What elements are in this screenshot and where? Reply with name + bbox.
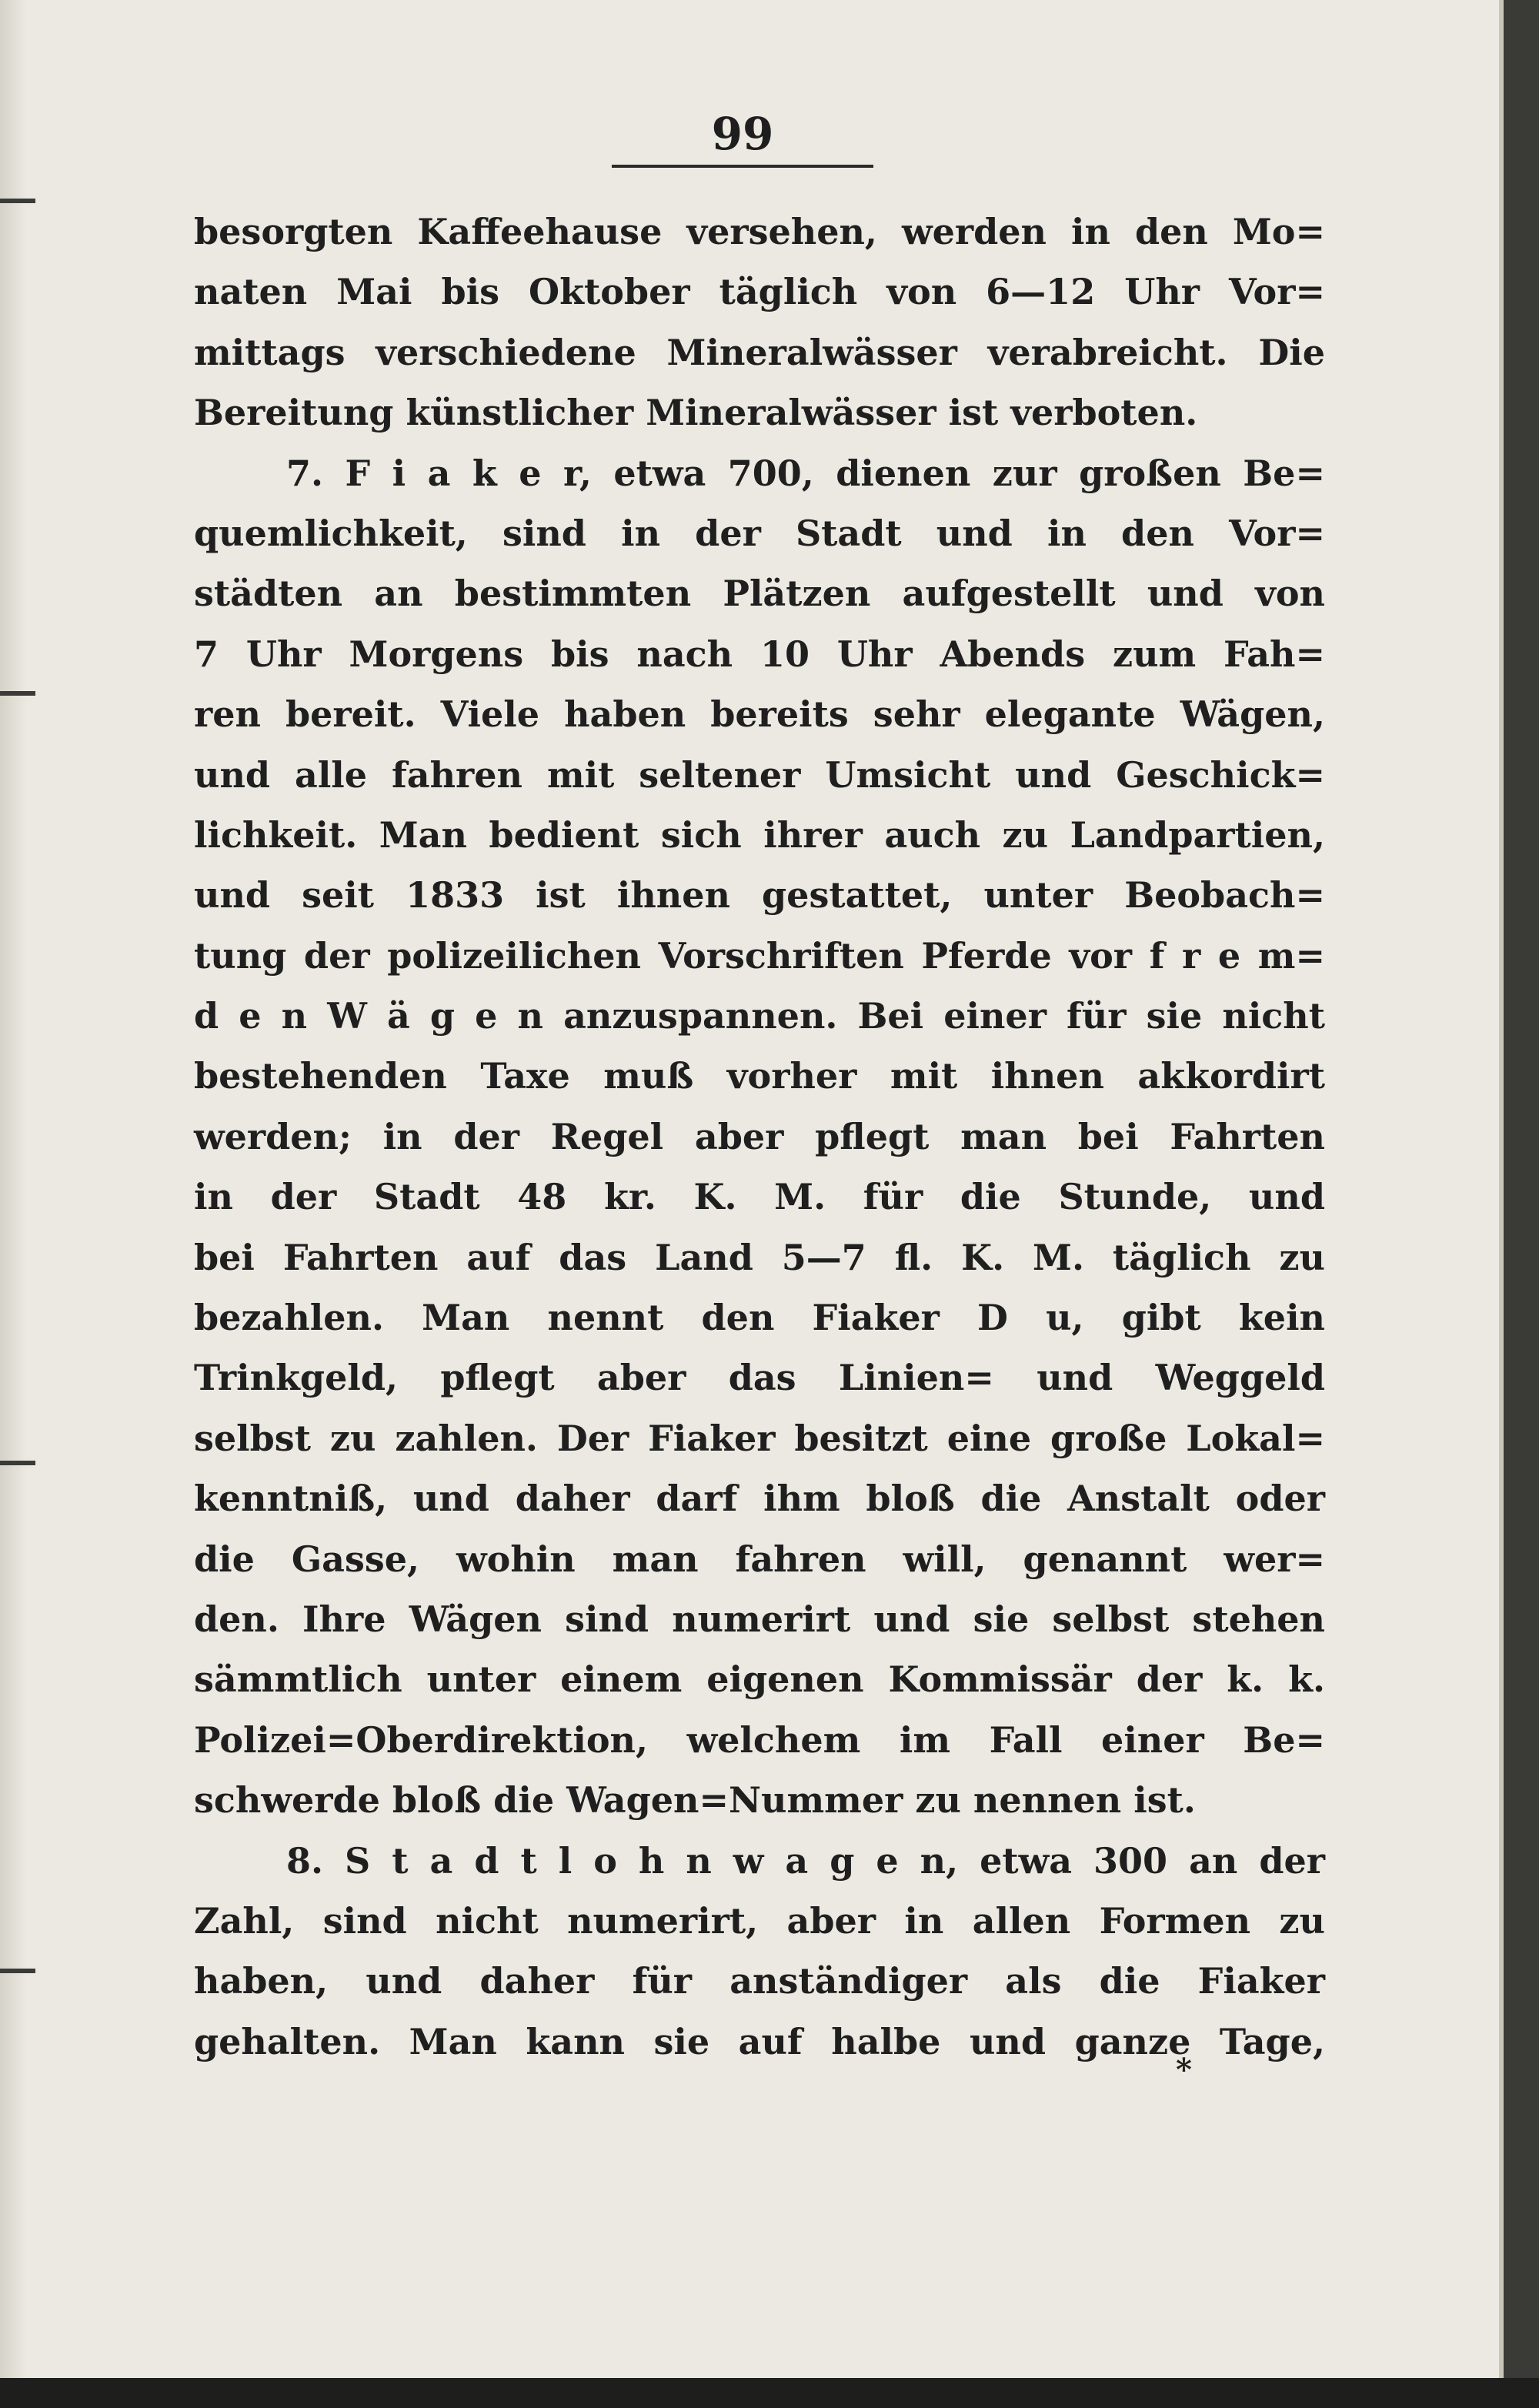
text-line: lichkeit. Man bedient sich ihrer auch zu Landpartien, bbox=[194, 813, 1325, 856]
text-line: in der Stadt 48 kr. K. M. für die Stunde, und bbox=[194, 1176, 1325, 1218]
text-line: quemlichkeit, sind in der Stadt und in den Vor= bbox=[194, 512, 1325, 554]
text-line: die Gasse, wohin man fahren will, genannt wer= bbox=[194, 1538, 1325, 1580]
text-line: Zahl, sind nicht numerirt, aber in allen Formen zu bbox=[194, 1899, 1325, 1942]
text-line: sämmtlich unter einem eigenen Kommissär der k. k. bbox=[194, 1658, 1325, 1701]
text-line: Polizei=Oberdirektion, welchem im Fall einer Be= bbox=[194, 1718, 1325, 1761]
text-line: gehalten. Man kann sie auf halbe und ganze Tage, bbox=[194, 2020, 1325, 2062]
text-line: mittags verschiedene Mineralwässer verabreicht. Die bbox=[194, 331, 1325, 373]
text-line: städten an bestimmten Plätzen aufgestellt und von bbox=[194, 573, 1325, 615]
body-text bbox=[194, 202, 1325, 2072]
margin-tick-mark bbox=[0, 1969, 35, 1973]
page-gutter bbox=[0, 0, 26, 2378]
margin-tick-mark bbox=[0, 199, 35, 203]
text-line: Trinkgeld, pflegt aber das Linien= und Weggeld bbox=[194, 1357, 1325, 1399]
text-line: werden; in der Regel aber pflegt man bei Fahrten bbox=[194, 1115, 1325, 1157]
book-edge-right bbox=[1504, 0, 1539, 2408]
text-line: tung der polizeilichen Vorschriften Pferde vor f r e m= bbox=[194, 934, 1325, 977]
margin-tick-mark bbox=[0, 1461, 35, 1465]
page-number: 99 bbox=[711, 108, 774, 160]
text-line: und seit 1833 ist ihnen gestattet, unter Beobach= bbox=[194, 874, 1325, 917]
text-line: bezahlen. Man nennt den Fiaker D u, gibt kein bbox=[194, 1297, 1325, 1339]
book-edge-bottom bbox=[0, 2378, 1539, 2408]
text-line: Bereitung künstlicher Mineralwässer ist verboten. bbox=[194, 392, 1198, 434]
text-line: kenntniß, und daher darf ihm bloß die Anstalt oder bbox=[194, 1478, 1325, 1520]
text-line: ren bereit. Viele haben bereits sehr elegante Wägen, bbox=[194, 693, 1325, 736]
text-line: und alle fahren mit seltener Umsicht und Geschick= bbox=[194, 753, 1325, 796]
text-line: 8. S t a d t l o h n w a g e n, etwa 300 an der bbox=[286, 1839, 1325, 1882]
text-line: den. Ihre Wägen sind numerirt und sie selbst stehen bbox=[194, 1598, 1325, 1640]
text-line: 7. F i a k e r, etwa 700, dienen zur großen Be= bbox=[286, 452, 1325, 494]
margin-tick-mark bbox=[0, 691, 35, 696]
text-line: selbst zu zahlen. Der Fiaker besitzt eine große Lokal= bbox=[194, 1417, 1325, 1459]
text-line: bestehenden Taxe muß vorher mit ihnen akkordirt bbox=[194, 1055, 1325, 1097]
text-line: haben, und daher für anständiger als die Fiaker bbox=[194, 1960, 1325, 2002]
header-rule bbox=[612, 165, 873, 168]
text-line: d e n W ä g e n anzuspannen. Bei einer für sie nicht bbox=[194, 995, 1325, 1037]
text-line: naten Mai bis Oktober täglich von 6—12 Uhr Vor= bbox=[194, 271, 1325, 313]
signature-mark: * bbox=[1176, 2052, 1192, 2088]
text-line: bei Fahrten auf das Land 5—7 fl. K. M. täglich zu bbox=[194, 1236, 1325, 1278]
text-line: schwerde bloß die Wagen=Nummer zu nennen ist. bbox=[194, 1779, 1196, 1822]
text-line: 7 Uhr Morgens bis nach 10 Uhr Abends zum Fah= bbox=[194, 633, 1325, 675]
text-line: besorgten Kaffeehause versehen, werden in den Mo= bbox=[194, 211, 1325, 252]
